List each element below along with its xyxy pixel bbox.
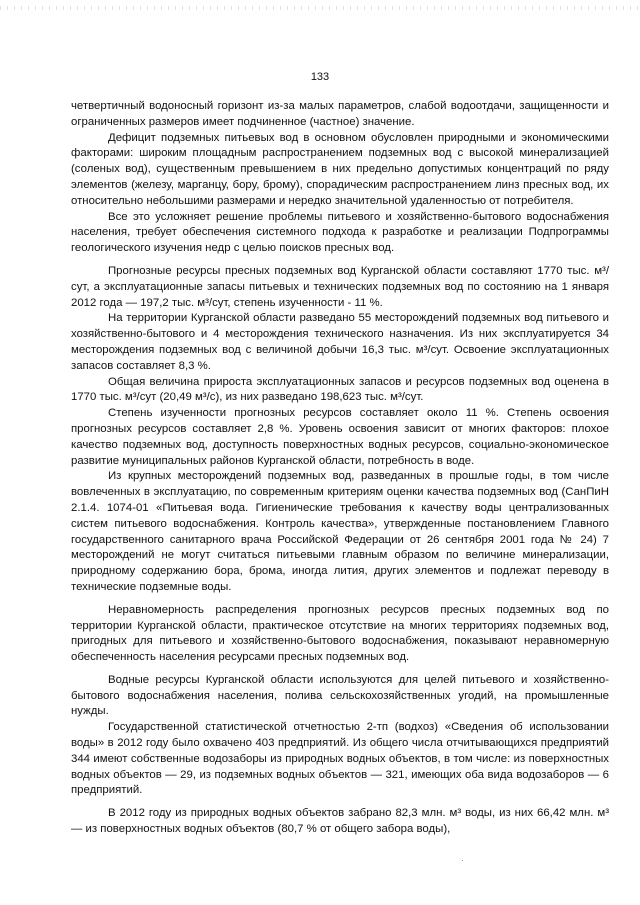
scan-header-noise — [0, 6, 640, 10]
paragraph-7: Степень изученности прогнозных ресурсов составляет около 11 %. Степень освоения прогнозных ресурсов составляет 2,8 %. Уровень освоения зависит от многих факторов: плохое качество подземных вод, доступность поверхностных водных ресурсов, социально-экономическое развитие муниципальных районов Курганской области, потребность в воде. — [71, 407, 609, 467]
page-number: 133 — [310, 71, 330, 83]
paragraph-6: Общая величина прироста эксплуатационных запасов и ресурсов подземных вод оценена в 1770 тыс. м³/сут (20,49 м³/с), из них разведано 198,623 тыс. м³/сут. — [71, 375, 609, 404]
paragraph-8: Из крупных месторождений подземных вод, разведанных в прошлые годы, в том числе вовлеченных в эксплуатацию, по современным критериям оценки качества подземных вод (СанПиН 2.1.4. 1074-01 «Питьевая вода. Гигиенические требования к качеству воды централизованных систем питьевого водоснабжения. Контроль качества», утвержденные постановлением Главного государственного санитарного врача Российской Федерации от 26 сентября 2001 года № 24) 7 месторождений не могут считаться питьевыми главным образом по величине минерализации, природному содержанию бора, брома, иногда лития, других элементов и подлежат переводу в технические подземные воды. — [71, 470, 609, 593]
paragraph-1: четвертичный водоносный горизонт из-за малых параметров, слабой водоотдачи, защищенности и ограниченных размеров имеет подчиненное (частное) значение. — [71, 100, 609, 128]
paragraph-4: Прогнозные ресурсы пресных подземных вод Курганской области составляют 1770 тыс. м³/сут, а эксплуатационные запасы питьевых и технических подземных вод по состоянию на 1 января 2012 года — 197,2 тыс. м³/сут, степень изученности - 11 %. — [71, 264, 609, 309]
document-body — [71, 99, 609, 838]
paragraph-2: Дефицит подземных питьевых вод в основном обусловлен природными и экономическими факторами: широким площадным распространением подземных вод с высокой минерализацией (соленых вод), существенным превышением в них предельно допустимых концентраций по ряду элементов (железу, марганцу, бору, брому), спорадическим распространением линз пресных вод, их относительно небольшими размерами и нередко значительной удаленностью от потребителя. — [71, 131, 609, 207]
paragraph-10: Водные ресурсы Курганской области используются для целей питьевого и хозяйственно-бытового водоснабжения населения, полива сельскохозяйственных угодий, на промышленные нужды. — [71, 673, 609, 718]
scan-speck: · — [461, 855, 464, 865]
paragraph-5: На территории Курганской области разведано 55 месторождений подземных вод питьевого и хозяйственно-бытового и 4 месторождения технического назначения. Из них эксплуатируется 34 месторождения подземных вод с величиной добычи 16,3 тыс. м³/сут. Освоение эксплуатационных запасов составляет 8,3 %. — [71, 312, 609, 372]
paragraph-12: В 2012 году из природных водных объектов забрано 82,3 млн. м³ воды, из них 66,42 млн. м³ — из поверхностных водных объектов (80,7 % от общего забора воды), — [71, 807, 609, 836]
paragraph-3: Все это усложняет решение проблемы питьевого и хозяйственно-бытового водоснабжения населения, требует обеспечения системного подхода к разработке и реализации Подпрограммы геологического изучения недр с целью поисков пресных вод. — [71, 210, 609, 255]
paragraph-11: Государственной статистической отчетностью 2-тп (водхоз) «Сведения об использовании воды» в 2012 году было охвачено 403 предприятий. Из общего числа отчитывающихся предприятий 344 имеют собственные водозаборы из природных водных объектов, в том числе: из поверхностных водных объектов — 29, из подземных водных объектов — 321, имеющих оба вида водозаборов — 6 предприятий. — [71, 721, 609, 797]
paragraph-9: Неравномерность распределения прогнозных ресурсов пресных подземных вод по территории Курганской области, практическое отсутствие на многих территориях подземных вод, пригодных для питьевого и хозяйственно-бытового водоснабжения, показывают неравномерную обеспеченность населения ресурсами пресных подземных вод. — [71, 603, 609, 664]
